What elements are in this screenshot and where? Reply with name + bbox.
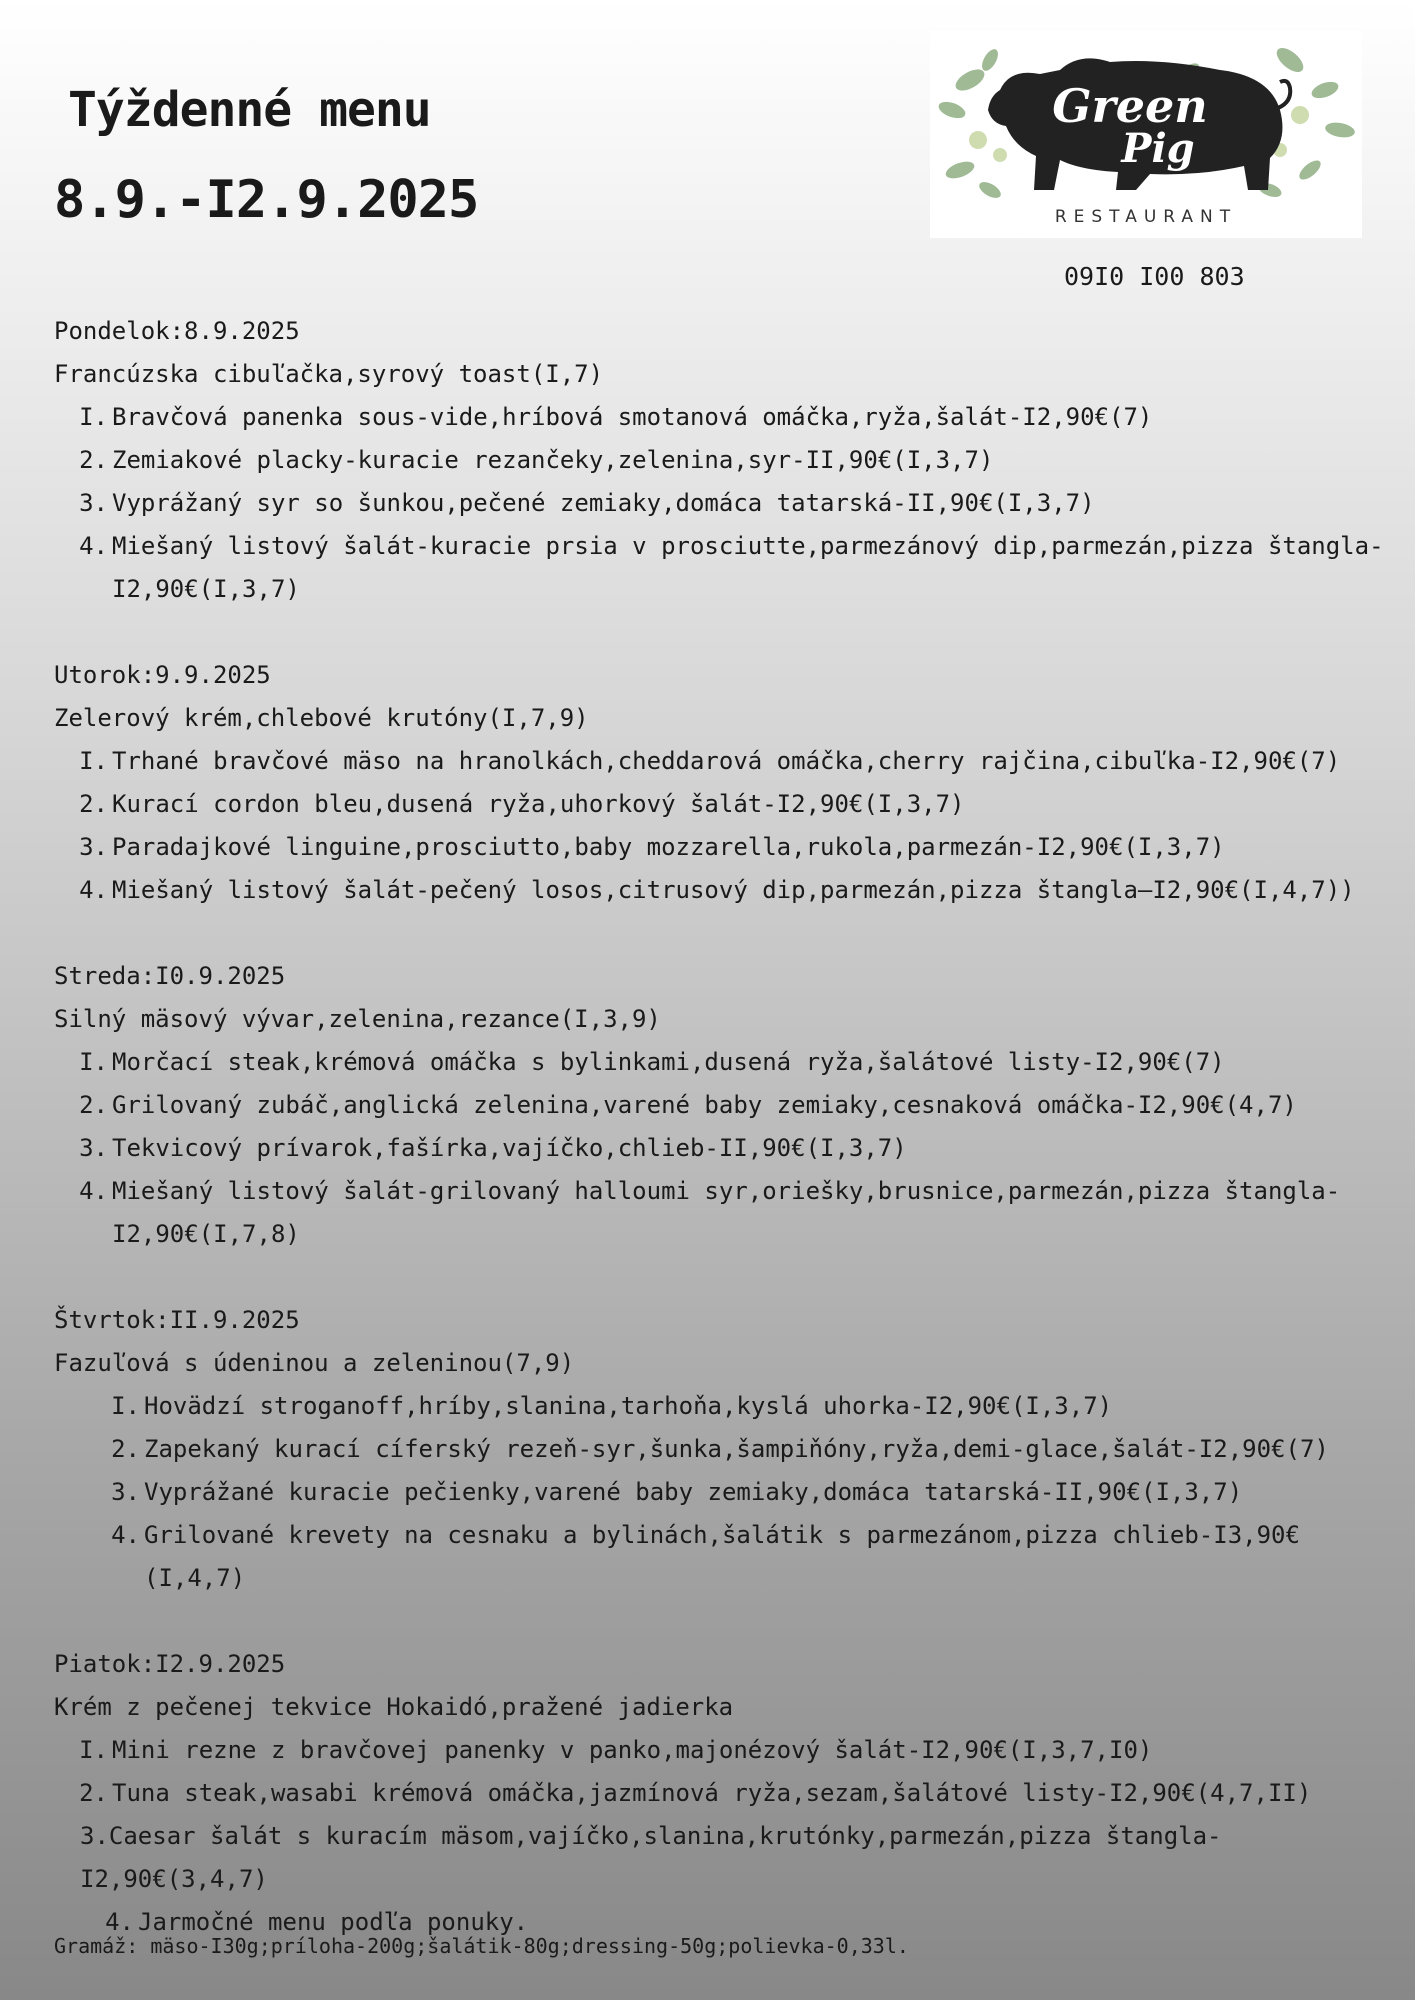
item-text: Grilovaný zubáč,anglická zelenina,varené baby zemiaky,cesnaková omáčka-I2,90€(4,7) [112, 1091, 1297, 1119]
item-number: 4. [105, 1908, 134, 1936]
day-heading: Pondelok:8.9.2025 [54, 317, 300, 345]
day-tuesday [54, 654, 1384, 912]
restaurant-logo [930, 30, 1362, 238]
item-text: Mini rezne z bravčovej panenky v panko,majonézový šalát-I2,90€(I,3,7,I0) [112, 1736, 1153, 1764]
logo-line2: Pig [1121, 125, 1195, 172]
item-number: 2. [79, 790, 108, 818]
list-item [54, 1772, 1384, 1815]
weekly-menu [54, 310, 1384, 1987]
phone-number: 09I0 I00 803 [1064, 262, 1245, 291]
item-text: Trhané bravčové mäso na hranolkách,cheddarová omáčka,cherry rajčina,cibuľka-I2,90€(7) [112, 747, 1341, 775]
list-item [54, 740, 1384, 783]
item-number: 3. [111, 1478, 140, 1506]
item-number: 4. [79, 1177, 108, 1205]
day-thursday [54, 1299, 1384, 1600]
soup: Krém z pečenej tekvice Hokaidó,pražené jadierka [54, 1693, 734, 1721]
item-number: I. [79, 1736, 108, 1764]
soup: Silný mäsový vývar,zelenina,rezance(I,3,9) [54, 1005, 661, 1033]
day-wednesday [54, 955, 1384, 1256]
item-number: 3. [79, 833, 108, 861]
item-text: Tuna steak,wasabi krémová omáčka,jazmínová ryža,sezam,šalátové listy-I2,90€(4,7,II) [112, 1779, 1312, 1807]
item-number: 2. [79, 446, 108, 474]
list-item [54, 826, 1384, 869]
list-item [54, 396, 1384, 439]
item-text: Jarmočné menu podľa ponuky. [138, 1908, 529, 1936]
soup: Fazuľová s údeninou a zeleninou(7,9) [54, 1349, 575, 1377]
list-item [54, 1170, 1384, 1256]
item-number: 4. [79, 876, 108, 904]
item-text: Hovädzí stroganoff,hríby,slanina,tarhoňa,kyslá uhorka-I2,90€(I,3,7) [144, 1392, 1113, 1420]
item-number: 3. [80, 1822, 109, 1850]
list-item [54, 1428, 1384, 1471]
item-text: Miešaný listový šalát-pečený losos,citrusový dip,parmezán,pizza štangla–I2,90€(I,4,7)) [112, 876, 1355, 904]
list-item [54, 783, 1384, 826]
item-number: 2. [79, 1091, 108, 1119]
soup: Zelerový krém,chlebové krutóny(I,7,9) [54, 704, 589, 732]
item-text: Caesar šalát s kuracím mäsom,vajíčko,slanina,krutónky,parmezán,pizza štangla-I2,90€(3,4,7) [80, 1822, 1222, 1893]
portion-weights: Gramáž: mäso-I30g;príloha-200g;šalátik-80g;dressing-50g;polievka-0,33l. [54, 1934, 909, 1958]
item-text: Miešaný listový šalát-grilovaný halloumi syr,oriešky,brusnice,parmezán,pizza štangla-I2,90€(I,7,8) [112, 1177, 1341, 1248]
week-dates: 8.9.-I2.9.2025 [54, 170, 479, 230]
item-number: 3. [79, 489, 108, 517]
item-text: Tekvicový prívarok,fašírka,vajíčko,chlieb-II,90€(I,3,7) [112, 1134, 907, 1162]
page-title: Týždenné menu [68, 82, 431, 138]
logo-line1: Green [1052, 79, 1208, 133]
day-heading: Utorok:9.9.2025 [54, 661, 271, 689]
item-number: 3. [79, 1134, 108, 1162]
logo-sub: RESTAURANT [1054, 207, 1238, 227]
item-number: 4. [79, 532, 108, 560]
item-text: Paradajkové linguine,prosciutto,baby mozzarella,rukola,parmezán-I2,90€(I,3,7) [112, 833, 1225, 861]
item-number: 2. [79, 1779, 108, 1807]
list-item [54, 482, 1384, 525]
list-item [54, 869, 1384, 912]
item-text: Grilované krevety na cesnaku a bylinách,šalátik s parmezánom,pizza chlieb-I3,90€(I,4,7) [144, 1521, 1300, 1592]
list-item [54, 1815, 1384, 1901]
item-text: Kurací cordon bleu,dusená ryža,uhorkový šalát-I2,90€(I,3,7) [112, 790, 965, 818]
item-text: Zapekaný kurací cíferský rezeň-syr,šunka,šampiňóny,ryža,demi-glace,šalát-I2,90€(7) [144, 1435, 1329, 1463]
item-text: Vyprážaný syr so šunkou,pečené zemiaky,domáca tatarská-II,90€(I,3,7) [112, 489, 1095, 517]
item-number: I. [79, 1048, 108, 1076]
day-heading: Streda:I0.9.2025 [54, 962, 286, 990]
item-text: Miešaný listový šalát-kuracie prsia v prosciutte,parmezánový dip,parmezán,pizza štangla-I2,90€(I,3,7) [112, 532, 1384, 603]
item-text: Bravčová panenka sous-vide,hríbová smotanová omáčka,ryža,šalát-I2,90€(7) [112, 403, 1153, 431]
day-monday [54, 310, 1384, 611]
list-item [54, 439, 1384, 482]
soup: Francúzska cibuľačka,syrový toast(I,7) [54, 360, 604, 388]
item-text: Vyprážané kuracie pečienky,varené baby zemiaky,domáca tatarská-II,90€(I,3,7) [144, 1478, 1243, 1506]
item-number: I. [79, 747, 108, 775]
pig-icon [930, 30, 1362, 238]
list-item [54, 1084, 1384, 1127]
item-number: I. [111, 1392, 140, 1420]
day-friday [54, 1643, 1384, 1944]
list-item [54, 1471, 1384, 1514]
list-item [54, 1041, 1384, 1084]
item-number: 4. [111, 1521, 140, 1549]
list-item [54, 1729, 1384, 1772]
list-item [54, 525, 1384, 611]
item-number: 2. [111, 1435, 140, 1463]
item-number: I. [79, 403, 108, 431]
list-item [54, 1514, 1384, 1600]
list-item [54, 1127, 1384, 1170]
item-text: Zemiakové placky-kuracie rezančeky,zelenina,syr-II,90€(I,3,7) [112, 446, 994, 474]
item-text: Morčací steak,krémová omáčka s bylinkami,dusená ryža,šalátové listy-I2,90€(7) [112, 1048, 1225, 1076]
day-heading: Štvrtok:II.9.2025 [54, 1306, 300, 1334]
list-item [54, 1385, 1384, 1428]
day-heading: Piatok:I2.9.2025 [54, 1650, 286, 1678]
